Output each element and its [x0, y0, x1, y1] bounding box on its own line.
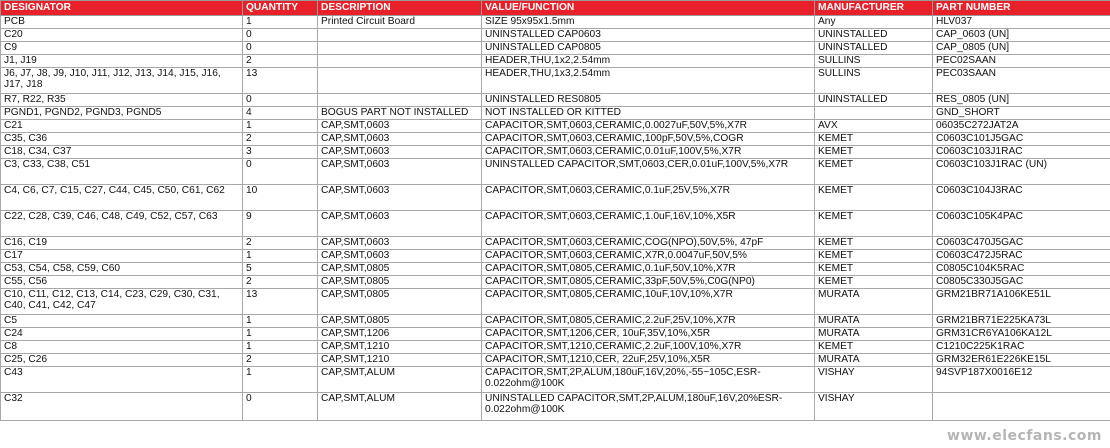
table-row — [1, 263, 1110, 276]
cell-manufacturer: SULLINS — [815, 68, 933, 94]
cell-quantity: 1 — [243, 315, 318, 328]
cell-designator: C24 — [1, 328, 243, 341]
cell-designator: C53, C54, C58, C59, C60 — [1, 263, 243, 276]
cell-value-function: HEADER,THU,1x2,2.54mm — [482, 55, 815, 68]
cell-part-number: GRM21BR71A106KE51L — [933, 289, 1110, 315]
cell-description: CAP,SMT,1210 — [318, 354, 482, 367]
cell-manufacturer: VISHAY — [815, 367, 933, 393]
cell-part-number: C0805C330J5GAC — [933, 276, 1110, 289]
cell-part-number: C0603C101J5GAC — [933, 133, 1110, 146]
cell-value-function: CAPACITOR,SMT,1206,CER, 10uF,35V,10%,X5R — [482, 328, 815, 341]
cell-part-number — [933, 393, 1110, 421]
cell-value-function: CAPACITOR,SMT,0603,CERAMIC,100pF,50V,5%,COGR — [482, 133, 815, 146]
cell-quantity: 1 — [243, 250, 318, 263]
cell-description: CAP,SMT,0603 — [318, 159, 482, 185]
cell-value-function: HEADER,THU,1x3,2.54mm — [482, 68, 815, 94]
cell-quantity: 5 — [243, 263, 318, 276]
cell-manufacturer: UNINSTALLED — [815, 42, 933, 55]
cell-value-function: NOT INSTALLED OR KITTED — [482, 107, 815, 120]
cell-designator: C17 — [1, 250, 243, 263]
cell-description: CAP,SMT,0603 — [318, 237, 482, 250]
cell-quantity: 0 — [243, 159, 318, 185]
cell-manufacturer: UNINSTALLED — [815, 29, 933, 42]
table-row — [1, 55, 1110, 68]
cell-manufacturer: MURATA — [815, 328, 933, 341]
cell-value-function: CAPACITOR,SMT,0603,CERAMIC,0.01uF,100V,5%,X7R — [482, 146, 815, 159]
cell-value-function: CAPACITOR,SMT,0805,CERAMIC,10uF,10V,10%,X7R — [482, 289, 815, 315]
cell-description: CAP,SMT,ALUM — [318, 367, 482, 393]
cell-manufacturer: KEMET — [815, 341, 933, 354]
table-row — [1, 341, 1110, 354]
cell-part-number: C0603C103J1RAC (UN) — [933, 159, 1110, 185]
cell-part-number: PEC03SAAN — [933, 68, 1110, 94]
cell-part-number: 94SVP187X0016E12 — [933, 367, 1110, 393]
cell-quantity: 2 — [243, 237, 318, 250]
cell-manufacturer: MURATA — [815, 315, 933, 328]
cell-manufacturer: MURATA — [815, 354, 933, 367]
cell-value-function: CAPACITOR,SMT,0603,CERAMIC,0.0027uF,50V,5%,X7R — [482, 120, 815, 133]
cell-description: CAP,SMT,0603 — [318, 133, 482, 146]
table-row — [1, 328, 1110, 341]
cell-designator: C55, C56 — [1, 276, 243, 289]
cell-designator: C35, C36 — [1, 133, 243, 146]
cell-description: CAP,SMT,0805 — [318, 315, 482, 328]
cell-designator: J6, J7, J8, J9, J10, J11, J12, J13, J14, J15, J16, J17, J18 — [1, 68, 243, 94]
cell-part-number: C0805C104K5RAC — [933, 263, 1110, 276]
cell-manufacturer: KEMET — [815, 276, 933, 289]
cell-manufacturer: KEMET — [815, 237, 933, 250]
cell-designator: J1, J19 — [1, 55, 243, 68]
table-row — [1, 94, 1110, 107]
cell-description: CAP,SMT,0603 — [318, 146, 482, 159]
cell-designator: C4, C6, C7, C15, C27, C44, C45, C50, C61, C62 — [1, 185, 243, 211]
cell-description — [318, 94, 482, 107]
cell-description: Printed Circuit Board — [318, 16, 482, 29]
column-header-manufacturer: MANUFACTURER — [815, 1, 933, 16]
cell-part-number: GRM32ER61E226KE15L — [933, 354, 1110, 367]
cell-designator: C32 — [1, 393, 243, 421]
cell-designator: C25, C26 — [1, 354, 243, 367]
cell-quantity: 1 — [243, 367, 318, 393]
column-header-description: DESCRIPTION — [318, 1, 482, 16]
cell-quantity: 0 — [243, 393, 318, 421]
cell-description — [318, 42, 482, 55]
cell-description — [318, 68, 482, 94]
cell-value-function: CAPACITOR,SMT,1210,CERAMIC,2.2uF,100V,10%,X7R — [482, 341, 815, 354]
cell-quantity: 0 — [243, 94, 318, 107]
cell-description: CAP,SMT,0805 — [318, 263, 482, 276]
cell-value-function: CAPACITOR,SMT,0805,CERAMIC,33pF,50V,5%,C0G(NP0) — [482, 276, 815, 289]
cell-designator: C18, C34, C37 — [1, 146, 243, 159]
cell-manufacturer: KEMET — [815, 250, 933, 263]
cell-manufacturer: AVX — [815, 120, 933, 133]
cell-manufacturer: KEMET — [815, 211, 933, 237]
cell-designator: C43 — [1, 367, 243, 393]
table-row — [1, 120, 1110, 133]
cell-manufacturer: Any — [815, 16, 933, 29]
cell-value-function: UNINSTALLED CAPACITOR,SMT,0603,CER,0.01uF,100V,5%,X7R — [482, 159, 815, 185]
cell-designator: C20 — [1, 29, 243, 42]
cell-description: CAP,SMT,0603 — [318, 120, 482, 133]
header-row — [1, 1, 1110, 16]
cell-description: BOGUS PART NOT INSTALLED — [318, 107, 482, 120]
cell-part-number: HLV037 — [933, 16, 1110, 29]
table-row — [1, 211, 1110, 237]
table-row — [1, 289, 1110, 315]
cell-description: CAP,SMT,ALUM — [318, 393, 482, 421]
table-row — [1, 393, 1110, 421]
table-row — [1, 107, 1110, 120]
cell-value-function: SIZE 95x95x1.5mm — [482, 16, 815, 29]
cell-manufacturer: SULLINS — [815, 55, 933, 68]
cell-quantity: 1 — [243, 120, 318, 133]
cell-value-function: CAPACITOR,SMT,2P,ALUM,180uF,16V,20%,-55~105C,ESR-0.022ohm@100K — [482, 367, 815, 393]
cell-designator: PGND1, PGND2, PGND3, PGND5 — [1, 107, 243, 120]
cell-quantity: 3 — [243, 146, 318, 159]
cell-part-number: C0603C472J5RAC — [933, 250, 1110, 263]
watermark-text: www.elecfans.com — [947, 428, 1102, 444]
table-row — [1, 276, 1110, 289]
table-row — [1, 237, 1110, 250]
cell-quantity: 9 — [243, 211, 318, 237]
cell-value-function: UNINSTALLED CAP0603 — [482, 29, 815, 42]
cell-description: CAP,SMT,0603 — [318, 211, 482, 237]
cell-designator: C5 — [1, 315, 243, 328]
cell-value-function: CAPACITOR,SMT,0603,CERAMIC,X7R,0.0047uF,50V,5% — [482, 250, 815, 263]
cell-value-function: CAPACITOR,SMT,0805,CERAMIC,0.1uF,50V,10%,X7R — [482, 263, 815, 276]
cell-description: CAP,SMT,0805 — [318, 276, 482, 289]
cell-quantity: 1 — [243, 16, 318, 29]
cell-value-function: UNINSTALLED CAP0805 — [482, 42, 815, 55]
cell-part-number: PEC02SAAN — [933, 55, 1110, 68]
cell-description — [318, 29, 482, 42]
cell-quantity: 1 — [243, 328, 318, 341]
table-row — [1, 354, 1110, 367]
cell-part-number: C0603C105K4PAC — [933, 211, 1110, 237]
cell-part-number: CAP_0603 (UN] — [933, 29, 1110, 42]
table-row — [1, 16, 1110, 29]
cell-designator: C10, C11, C12, C13, C14, C23, C29, C30, C31, C40, C41, C42, C47 — [1, 289, 243, 315]
cell-part-number: GND_SHORT — [933, 107, 1110, 120]
cell-part-number: 06035C272JAT2A — [933, 120, 1110, 133]
cell-designator: C21 — [1, 120, 243, 133]
table-row — [1, 133, 1110, 146]
table-row — [1, 42, 1110, 55]
column-header-part-number: PART NUMBER — [933, 1, 1110, 16]
column-header-value-function: VALUE/FUNCTION — [482, 1, 815, 16]
cell-quantity: 2 — [243, 133, 318, 146]
cell-quantity: 0 — [243, 42, 318, 55]
cell-quantity: 0 — [243, 29, 318, 42]
column-header-quantity: QUANTITY — [243, 1, 318, 16]
cell-designator: C9 — [1, 42, 243, 55]
cell-value-function: CAPACITOR,SMT,1210,CER, 22uF,25V,10%,X5R — [482, 354, 815, 367]
cell-value-function: UNINSTALLED CAPACITOR,SMT,2P,ALUM,180uF,16V,20%ESR-0.022ohm@100K — [482, 393, 815, 421]
cell-description: CAP,SMT,0805 — [318, 289, 482, 315]
table-row — [1, 146, 1110, 159]
cell-designator: C16, C19 — [1, 237, 243, 250]
cell-part-number: C0603C104J3RAC — [933, 185, 1110, 211]
cell-quantity: 2 — [243, 55, 318, 68]
cell-quantity: 4 — [243, 107, 318, 120]
cell-description: CAP,SMT,1210 — [318, 341, 482, 354]
table-row — [1, 315, 1110, 328]
cell-part-number: C0603C103J1RAC — [933, 146, 1110, 159]
cell-description: CAP,SMT,1206 — [318, 328, 482, 341]
cell-designator: C8 — [1, 341, 243, 354]
cell-designator: C22, C28, C39, C46, C48, C49, C52, C57, C63 — [1, 211, 243, 237]
table-row — [1, 29, 1110, 42]
cell-manufacturer: KEMET — [815, 146, 933, 159]
cell-description: CAP,SMT,0603 — [318, 250, 482, 263]
cell-manufacturer: KEMET — [815, 133, 933, 146]
cell-quantity: 1 — [243, 341, 318, 354]
cell-manufacturer: UNINSTALLED — [815, 94, 933, 107]
cell-description: CAP,SMT,0603 — [318, 185, 482, 211]
cell-part-number: C0603C470J5GAC — [933, 237, 1110, 250]
cell-part-number: GRM21BR71E225KA73L — [933, 315, 1110, 328]
table-row — [1, 250, 1110, 263]
cell-value-function: CAPACITOR,SMT,0603,CERAMIC,1.0uF,16V,10%,X5R — [482, 211, 815, 237]
cell-quantity: 13 — [243, 289, 318, 315]
table-row — [1, 68, 1110, 94]
cell-value-function: CAPACITOR,SMT,0805,CERAMIC,2.2uF,25V,10%,X7R — [482, 315, 815, 328]
cell-manufacturer: KEMET — [815, 185, 933, 211]
cell-manufacturer — [815, 107, 933, 120]
cell-value-function: CAPACITOR,SMT,0603,CERAMIC,0.1uF,25V,5%,X7R — [482, 185, 815, 211]
cell-part-number: RES_0805 (UN] — [933, 94, 1110, 107]
cell-designator: C3, C33, C38, C51 — [1, 159, 243, 185]
cell-designator: PCB — [1, 16, 243, 29]
cell-quantity: 10 — [243, 185, 318, 211]
table-row — [1, 185, 1110, 211]
cell-manufacturer: VISHAY — [815, 393, 933, 421]
cell-part-number: C1210C225K1RAC — [933, 341, 1110, 354]
cell-quantity: 2 — [243, 276, 318, 289]
cell-part-number: CAP_0805 (UN] — [933, 42, 1110, 55]
table-row — [1, 367, 1110, 393]
cell-value-function: UNINSTALLED RES0805 — [482, 94, 815, 107]
column-header-designator: DESIGNATOR — [1, 1, 243, 16]
cell-manufacturer: MURATA — [815, 289, 933, 315]
table-body — [1, 16, 1110, 421]
cell-quantity: 2 — [243, 354, 318, 367]
cell-manufacturer: KEMET — [815, 159, 933, 185]
cell-quantity: 13 — [243, 68, 318, 94]
cell-value-function: CAPACITOR,SMT,0603,CERAMIC,COG(NPO),50V,5%, 47pF — [482, 237, 815, 250]
cell-part-number: GRM31CR6YA106KA12L — [933, 328, 1110, 341]
cell-description — [318, 55, 482, 68]
cell-manufacturer: KEMET — [815, 263, 933, 276]
table-row — [1, 159, 1110, 185]
cell-designator: R7, R22, R35 — [1, 94, 243, 107]
